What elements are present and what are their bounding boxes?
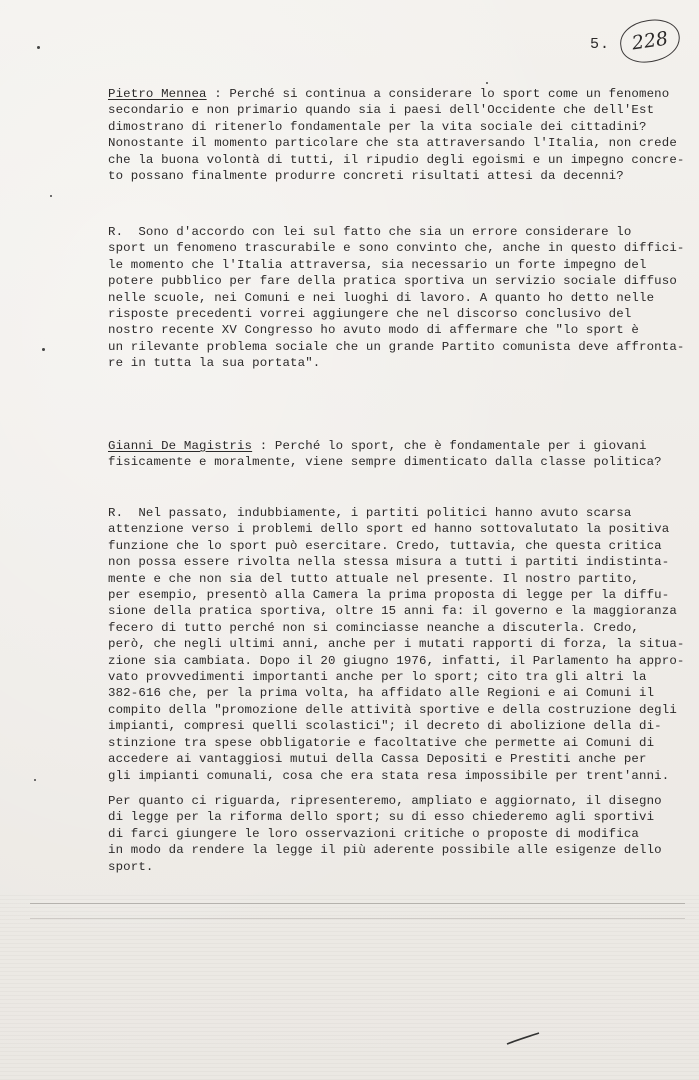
answer-mennea [108,224,685,372]
answer-line: nelle scuole, nei Comuni e nei luoghi di lavoro. A quanto ho detto nelle [108,290,655,305]
answer-line: accedere ai vantaggiosi mutui della Cassa Depositi e Prestiti anche per [108,752,647,767]
question-line: to possano finalmente produrre concreti risultati attesi da decenni? [108,169,624,184]
scan-speck [37,46,40,49]
archive-stamp-number: 228 [630,27,670,55]
answer-line: un rilevante problema sociale che un grande Partito comunista deve affronta- [108,339,685,354]
scan-speck [50,195,52,197]
question-line: Nonostante il momento particolare che sta attraversando l'Italia, non crede [108,136,677,151]
answer-line: funzione che lo sport può esercitare. Credo, tuttavia, che questa critica [108,538,662,553]
answer-line: impianti, compresi quelli scolastici"; il decreto di abolizione della di- [108,719,662,734]
answer-line: compito della "promozione delle attività sportive e della costruzione degli [108,702,677,717]
page-number: 5. [590,36,611,53]
scan-fold-line [30,918,685,919]
question-de-magistris [108,438,662,471]
answer-line: vato provvedimenti importanti anche per lo sport; cito tra gli altri la [108,670,647,685]
answer-line: risposte precedenti vorrei aggiungere che nel discorso conclusivo del [108,307,632,322]
scan-speck [42,348,45,351]
question-line: dimostrano di ritenerlo fondamentale per la vita sociale dei cittadini? [108,119,647,134]
answer-line: zione sia cambiata. Dopo il 20 giugno 1976, infatti, il Parlamento ha appro- [108,653,685,668]
scan-texture [0,895,699,1080]
scan-speck [34,779,36,781]
answer-line: potere pubblico per fare della pratica sportiva un servizio sociale diffuso [108,274,677,289]
question-mennea [108,86,685,184]
answer-line: nostro recente XV Congresso ho avuto modo di affermare che "lo sport è [108,323,639,338]
answer-line: R. Nel passato, indubbiamente, i partiti politici hanno avuto scarsa [108,506,632,520]
answer-line: fecero di tutto perché non si cominciasse neanche a discuterla. Credo, [108,620,639,635]
speaker-name: Pietro Mennea [108,87,207,101]
closing-line: di legge per la riforma dello sport; su di esso chiederemo agli sportivi [108,810,655,825]
answer-line: mente e che non sia del tutto attuale nel presente. Il nostro partito, [108,571,639,586]
answer-line: 382-616 che, per la prima volta, ha affidato alle Regioni e ai Comuni il [108,686,655,701]
question-line: secondario e non primario quando sia i paesi dell'Occidente che dell'Est [108,103,655,118]
closing-line: sport. [108,859,154,874]
closing-line: in modo da rendere la legge il più aderente possibile alle esigenze dello [108,843,662,858]
closing-line: di farci giungere le loro osservazioni critiche o proposte di modifica [108,826,639,841]
answer-line: le momento che l'Italia attraversa, sia necessario un forte impegno del [108,257,647,272]
question-line: : Perché lo sport, che è fondamentale per i giovani [252,439,647,453]
scan-fold-line [30,903,685,904]
handwritten-tick [505,1032,541,1046]
answer-de-magistris [108,505,685,784]
closing-paragraph [108,793,662,875]
answer-line: attenzione verso i problemi dello sport ed hanno sottovalutato la positiva [108,522,670,537]
answer-line: per esempio, presentò alla Camera la prima proposta di legge per la diffu- [108,588,670,603]
answer-line: però, che negli ultimi anni, anche per i mutati rapporti di forza, la situa- [108,637,685,652]
answer-line: sport un fenomeno trascurabile e sono convinto che, anche in questo diffici- [108,241,685,256]
answer-line: R. Sono d'accordo con lei sul fatto che sia un errore considerare lo [108,225,632,239]
speaker-name: Gianni De Magistris [108,439,253,453]
answer-line: non possa essere rivolta nella stessa misura a tutti i partiti indistinta- [108,555,670,570]
answer-line: stinzione tra spese obbligatorie e facoltative che permette ai Comuni di [108,735,655,750]
archive-stamp [617,16,682,66]
closing-line: Per quanto ci riguarda, ripresenteremo, ampliato e aggiornato, il disegno [108,794,662,808]
question-line: che la buona volontà di tutti, il ripudio degli egoismi e un impegno concre- [108,152,685,167]
question-line: fisicamente e moralmente, viene sempre dimenticato dalla classe politica? [108,455,662,470]
answer-line: sione della pratica sportiva, oltre 15 anni fa: il governo e la maggioranza [108,604,677,619]
scan-speck [486,82,488,84]
question-line: : Perché si continua a considerare lo sport come un fenomeno [206,87,670,101]
answer-line: gli impianti comunali, cosa che era stata resa impossibile per trent'anni. [108,768,670,783]
answer-line: re in tutta la sua portata". [108,356,321,371]
